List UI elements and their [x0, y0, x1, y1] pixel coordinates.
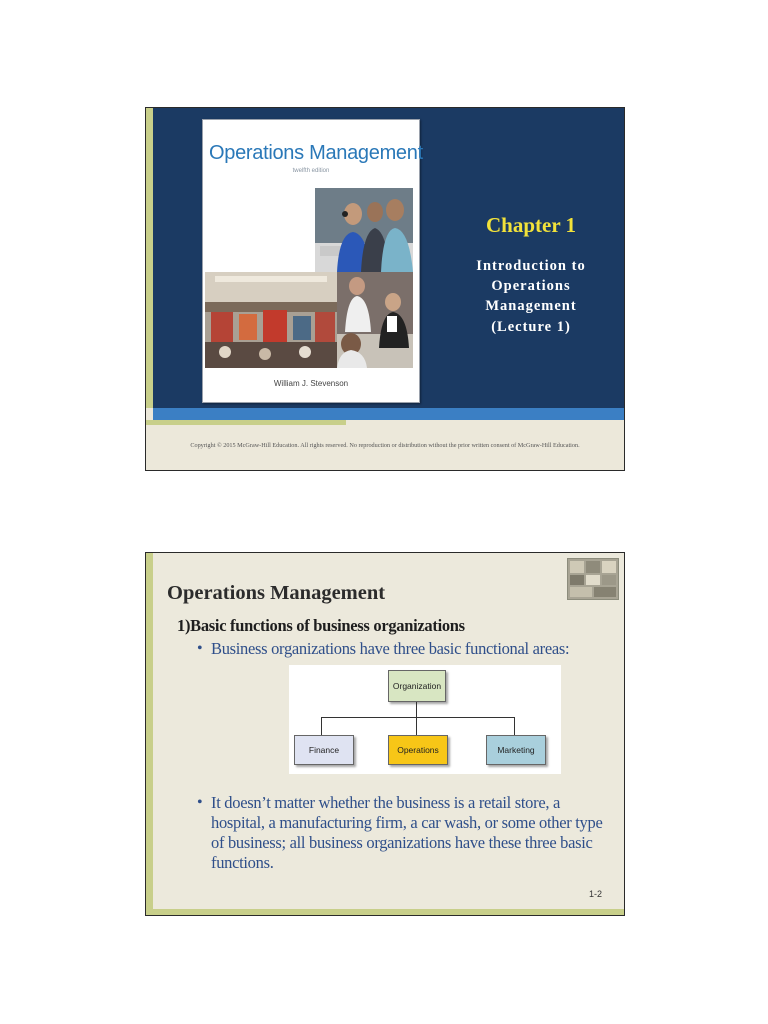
org-connector	[416, 717, 417, 735]
bullet-text: Business organizations have three basic functional areas:	[211, 639, 570, 658]
bullet-text: It doesn’t matter whether the business is a retail store, a hospital, a manufacturing firm, a car wash, or some other type of business; all business organizations have these three basic functions.	[211, 793, 603, 872]
slide-bottom-bar	[146, 909, 624, 916]
book-title: Operations Management	[209, 142, 423, 164]
chapter-title: Chapter 1	[485, 213, 577, 237]
cover-photo-workers	[315, 188, 413, 272]
subtitle-line: Introduction to	[476, 258, 586, 274]
slide-title: Operations Management	[167, 582, 386, 604]
book-author: William J. Stevenson	[273, 379, 349, 388]
org-chart	[289, 665, 561, 774]
org-connector	[321, 717, 322, 735]
org-connector	[321, 717, 514, 718]
page-number: 1-2	[588, 889, 602, 899]
bullet-point	[197, 639, 581, 659]
subtitle-line: Operations	[491, 278, 571, 294]
org-box-marketing: Marketing	[486, 735, 546, 765]
slide-divider-strip	[153, 408, 624, 420]
slide-1	[145, 107, 625, 471]
section-heading: 1)Basic functions of business organizations	[177, 616, 465, 635]
cover-photo-workshop	[205, 272, 337, 368]
book-edition: twelfth edition	[292, 168, 330, 174]
subtitle-line: Management	[485, 298, 577, 314]
cover-photo-kitchen	[337, 272, 413, 368]
org-box-finance: Finance	[294, 735, 354, 765]
org-box-operations: Operations	[388, 735, 448, 765]
slide-accent-bar	[146, 108, 153, 408]
org-connector	[514, 717, 515, 735]
book-cover	[202, 119, 423, 403]
slide-thumbnail-image	[567, 558, 619, 600]
bullet-icon: •	[197, 640, 203, 657]
lecture-label: (Lecture 1)	[491, 319, 571, 335]
bullet-point	[197, 793, 606, 873]
bullet-icon: •	[197, 794, 203, 811]
slide-2	[145, 552, 625, 916]
chapter-subtitle	[446, 256, 616, 316]
slide-accent-bar	[146, 553, 153, 909]
org-box-organization: Organization	[388, 670, 446, 702]
slide-accent-strip	[146, 420, 346, 425]
org-connector	[416, 702, 417, 717]
copyright-notice: Copyright © 2015 McGraw-Hill Education. All rights reserved. No reproduction or distribution without the prior written consent of McGraw-Hill Education.	[190, 442, 580, 449]
